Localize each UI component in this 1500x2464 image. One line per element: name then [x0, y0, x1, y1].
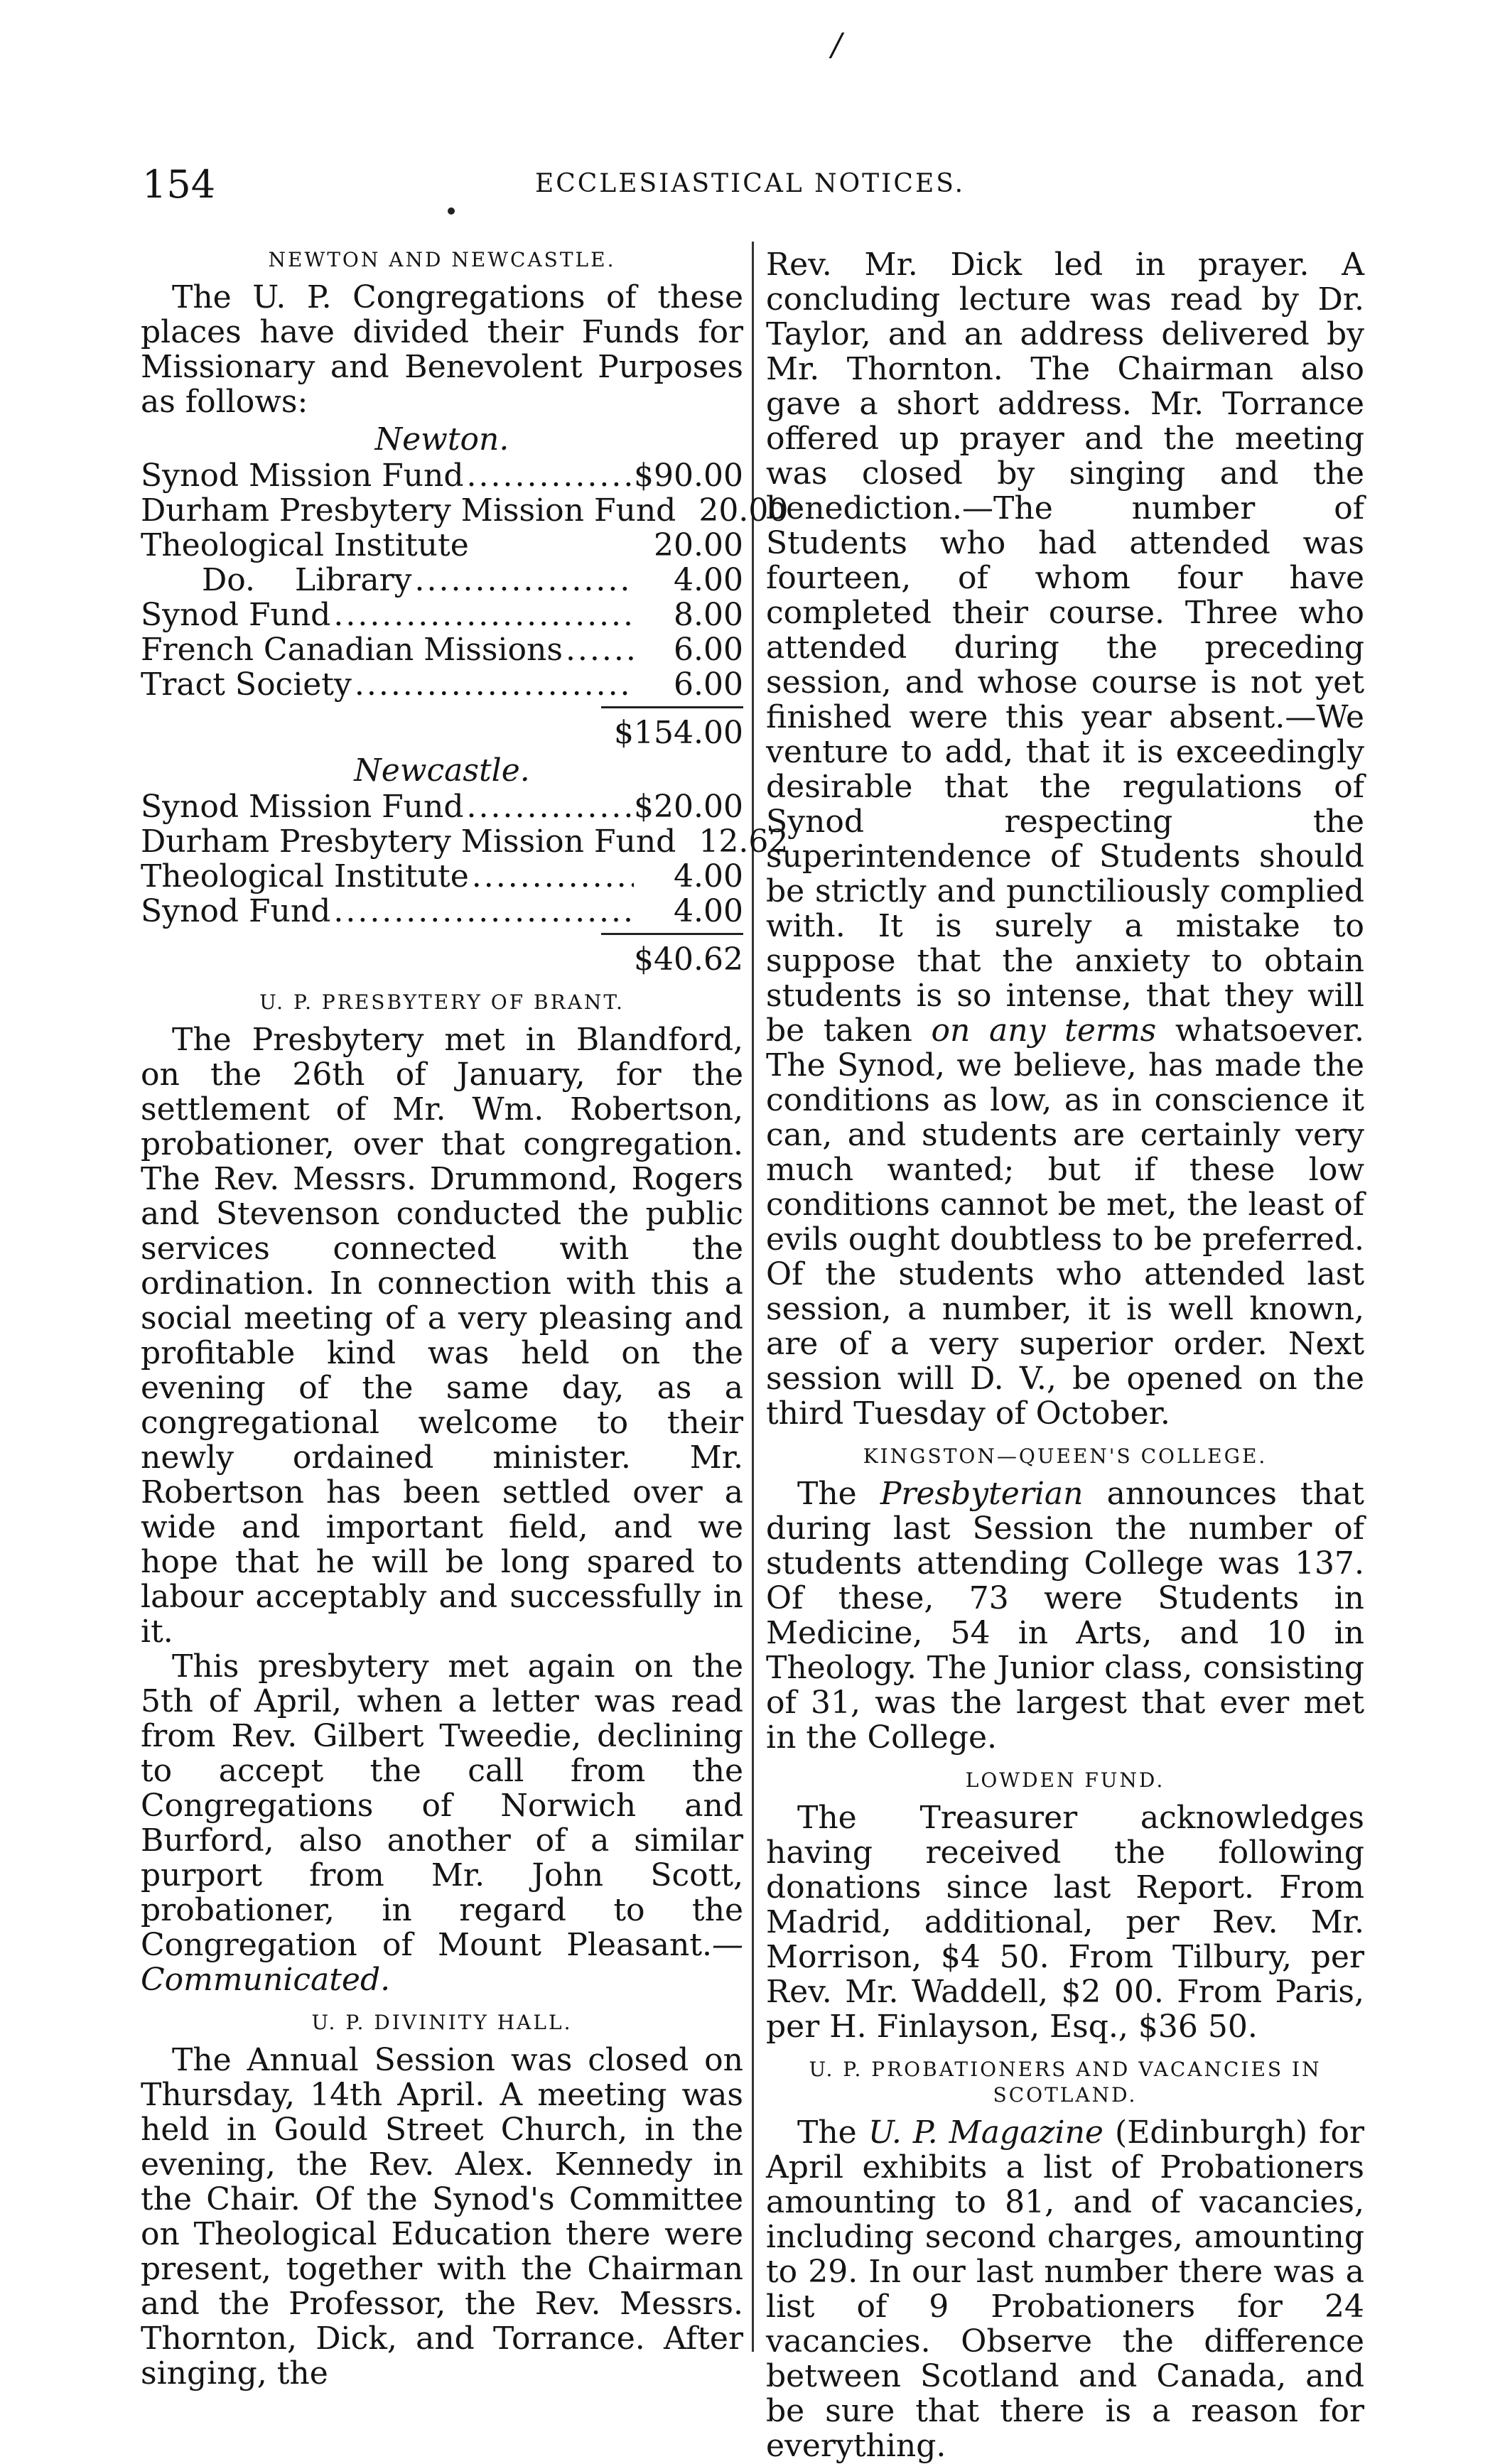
fund-row: [141, 859, 743, 894]
fund-name: Synod Fund: [141, 893, 331, 929]
prob-emphasis: U. P. Magazine: [868, 2114, 1104, 2151]
fund-name: Durham Presbytery Mission Fund: [141, 492, 676, 529]
fund-row: [141, 598, 743, 632]
section-heading-lowden: LOWDEN FUND.: [965, 1768, 1165, 1792]
divinity-continued-text-2: whatsoever. The Synod, we believe, has made the conditions as low, as in conscience it can, and students are certainly very much wanted; but if these low conditions cannot be met, the least of evils ought doubtless to be preferred. Of the students who attended last session, a number, it is well known, are of a very superior order. Next session will D. V., be opened on the third Tuesday of October.: [766, 1012, 1364, 1432]
running-title: ECCLESIASTICAL NOTICES.: [534, 169, 966, 198]
kingston-paragraph: [766, 1476, 1364, 1755]
column-rule: [752, 242, 754, 2352]
section-heading-newton: NEWTON AND NEWCASTLE.: [268, 248, 616, 271]
right-column: [766, 234, 1364, 2464]
corner-mark: /: [831, 27, 842, 63]
newcastle-fund-table: [141, 789, 789, 978]
page-number: 154: [142, 162, 216, 207]
newton-fund-table: [141, 458, 789, 751]
fund-name: Synod Mission Fund: [141, 789, 464, 825]
fund-row: [141, 458, 743, 493]
probationers-paragraph: [766, 2115, 1364, 2463]
prob-text: (Edinburgh) for April exhibits a list of Probationers amounting to 81, and of vacancies, including second charges, amounting to 29. In our last number there was a list of 9 Probationers for 24 vacancies. Observe the difference between Scotland and Canada, and be sure that there is a reason for everything.: [766, 2114, 1364, 2464]
section-heading-kingston: KINGSTON—QUEEN'S COLLEGE.: [863, 1444, 1268, 1468]
brant-signature: —Communicated.: [141, 1927, 743, 1998]
subheading-newcastle: Newcastle.: [354, 752, 530, 789]
fund-amount: 20.00: [654, 527, 743, 563]
divinity-emphasis: on any terms: [931, 1012, 1157, 1049]
section-heading-probationers: U. P. PROBATIONERS AND VACANCIES IN SCOTLAND.: [809, 2058, 1322, 2107]
fund-name: Synod Fund: [141, 597, 331, 633]
fund-amount: $90.00: [634, 458, 743, 494]
fund-total: $40.62: [601, 933, 743, 977]
fund-row: [141, 492, 789, 529]
fund-name: Theological Institute: [141, 858, 469, 895]
fund-amount: 20.00: [698, 492, 789, 529]
brant-paragraph-2-text: This presbytery met again on the 5th of April, when a letter was read from Rev. Gilbert Tweedie, declining to accept the call from the Congregations of Norwich and Burford, also another of a similar purport from Mr. John Scott, probationer, in regard to the Congregation of Mount Pleasant.: [141, 1648, 743, 1963]
brant-paragraph-1: The Presbytery met in Blandford, on the 26th of January, for the settlement of Mr. Wm. Robertson, probationer, over that congregation. The Rev. Messrs. Drummond, Rogers and Stevenson conducted the public services connected with the ordination. In connection with this a social meeting of a very pleasing and profitable kind was held on the evening of the same day, as a congregational welcome to their newly ordained minister. Mr. Robertson has been settled over a wide and important field, and we hope that he will be long spared to labour acceptably and successfully in it.: [141, 1022, 743, 1650]
left-column: [141, 234, 789, 2392]
fund-amount: 4.00: [674, 893, 743, 929]
fund-row: [141, 823, 789, 860]
fund-amount: 6.00: [674, 666, 743, 703]
newton-intro: The U. P. Congregations of these places have divided their Funds for Missionary and Benevolent Purposes as follows:: [141, 279, 743, 420]
fund-row: [141, 632, 743, 667]
fund-amount: 4.00: [674, 858, 743, 895]
fund-name: Durham Presbytery Mission Fund: [141, 823, 676, 860]
divinity-continued-text: Rev. Mr. Dick led in prayer. A concluding lecture was read by Dr. Taylor, and an address delivered by Mr. Thornton. The Chairman also gave a short address. Mr. Torrance offered up prayer and the meeting was closed by singing and the benediction.—The number of Students who had attended was fourteen, of whom four have completed their course. Three who attended during the preceding session, and whose course is not yet finished were this year absent.—We venture to add, that it is exceedingly desirable that the regulations of Synod respecting the superintendence of Students should be strictly and punctiliously complied with. It is surely a mistake to suppose that the anxiety to obtain students is so intense, that they will be taken: [766, 247, 1364, 1049]
lowden-paragraph: The Treasurer acknowledges having received the following donations since last Report. From Madrid, additional, per Rev. Mr. Morrison, $4 50. From Tilbury, per Rev. Mr. Waddell, $2 00. From Paris, per H. Finlayson, Esq., $36 50.: [766, 1800, 1364, 2045]
fund-amount: 4.00: [674, 562, 743, 598]
fund-amount: 6.00: [674, 632, 743, 668]
fund-row: [141, 789, 743, 824]
brant-paragraph-2: [141, 1649, 743, 1997]
total-row: [141, 933, 743, 977]
fund-name: French Canadian Missions: [141, 632, 563, 668]
divinity-continued: [766, 247, 1364, 1431]
fund-name: Theological Institute: [141, 527, 469, 563]
section-heading-brant: U. P. PRESBYTERY OF BRANT.: [259, 990, 625, 1014]
fund-row: [141, 667, 743, 702]
fund-amount: 8.00: [674, 597, 743, 633]
fund-name: Do. Library: [202, 562, 412, 598]
fund-amount: 12.62: [698, 823, 789, 860]
section-heading-divinity: U. P. DIVINITY HALL.: [311, 2011, 573, 2034]
subheading-newton: Newton.: [374, 421, 509, 458]
fund-name: Tract Society: [141, 666, 352, 703]
fund-name: Synod Mission Fund: [141, 458, 464, 494]
total-row: [141, 706, 743, 750]
ink-dot: [448, 207, 455, 215]
prob-pre: The: [797, 2114, 857, 2151]
kingston-emphasis: Presbyterian: [880, 1476, 1084, 1512]
fund-row: [141, 528, 743, 563]
fund-amount: $20.00: [634, 789, 743, 825]
divinity-paragraph-1: The Annual Session was closed on Thursday, 14th April. A meeting was held in Gould Street Church, in the evening, the Rev. Alex. Kennedy in the Chair. Of the Synod's Committee on Theological Education there were present, together with the Chairman and the Professor, the Rev. Messrs. Thornton, Dick, and Torrance. After singing, the: [141, 2042, 743, 2392]
fund-row: [141, 894, 743, 929]
fund-row: [141, 563, 743, 598]
kingston-pre: The: [797, 1476, 857, 1512]
kingston-text: announces that during last Session the number of students attending College was 137. Of these, 73 were Students in Medicine, 54 in Arts, and 10 in Theology. The Junior class, consisting of 31, was the largest that ever met in the College.: [766, 1476, 1364, 1756]
fund-total: $154.00: [601, 706, 743, 750]
